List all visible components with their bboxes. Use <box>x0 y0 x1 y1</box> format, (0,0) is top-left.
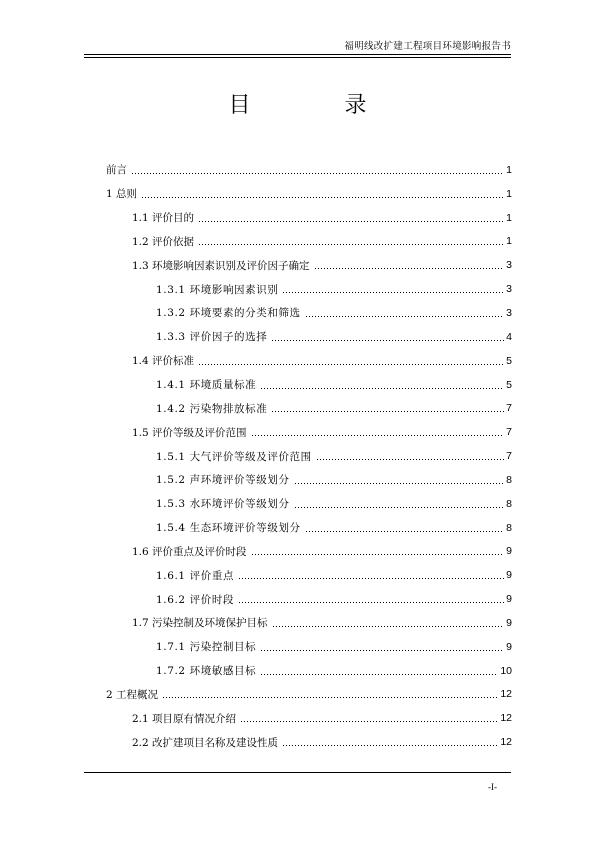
toc-dot-leader <box>198 236 504 246</box>
toc-entry[interactable] <box>106 468 512 492</box>
toc-dot-leader <box>260 666 498 676</box>
toc-dot-leader <box>271 403 504 413</box>
toc-dot-leader <box>260 380 504 390</box>
toc-entry[interactable] <box>106 373 512 397</box>
toc-dot-leader <box>316 451 504 461</box>
toc-entry-label: 1.5.2 声环境评价等级划分 <box>156 474 290 487</box>
toc-entry[interactable] <box>106 206 512 230</box>
toc-entry-page: 12 <box>500 712 512 725</box>
toc-entry-page: 5 <box>506 354 512 367</box>
toc-entry[interactable] <box>106 635 512 659</box>
toc-entry-page: 12 <box>500 736 512 749</box>
toc-dot-leader <box>131 165 504 175</box>
toc-dot-leader <box>162 689 498 699</box>
toc-entry-page: 3 <box>506 283 512 296</box>
toc-dot-leader <box>238 570 504 580</box>
toc-entry[interactable] <box>106 396 512 420</box>
toc-entry-page: 9 <box>506 545 512 558</box>
toc-entry[interactable] <box>106 516 512 540</box>
toc-dot-leader <box>294 475 505 485</box>
toc-entry-page: 10 <box>500 664 512 677</box>
toc-entry[interactable] <box>106 659 512 683</box>
table-of-contents <box>106 158 512 754</box>
toc-entry-label: 前言 <box>106 164 127 177</box>
toc-entry-label: 1.6.1 评价重点 <box>156 569 235 582</box>
toc-entry-page: 1 <box>506 163 512 176</box>
toc-entry[interactable] <box>106 325 512 349</box>
toc-entry-label: 1.4.2 污染物排放标准 <box>156 402 268 415</box>
toc-entry-label: 2.2 改扩建项目名称及建设性质 <box>132 736 279 749</box>
toc-entry-label: 1.5.1 大气评价等级及评价范围 <box>156 450 312 463</box>
toc-entry[interactable] <box>106 563 512 587</box>
toc-entry[interactable] <box>106 158 512 182</box>
toc-entry-page: 8 <box>506 497 512 510</box>
page-number: -I- <box>488 782 497 792</box>
running-header-title: 福明线改扩建工程项目环境影响报告书 <box>344 41 511 52</box>
toc-entry-label: 1.3.2 环境要素的分类和筛选 <box>156 307 301 320</box>
toc-dot-leader <box>271 332 504 342</box>
toc-entry[interactable] <box>106 587 512 611</box>
toc-entry-label: 1.1 评价目的 <box>132 212 195 225</box>
toc-entry-page: 9 <box>506 593 512 606</box>
toc-entry[interactable] <box>106 492 512 516</box>
toc-entry[interactable] <box>106 277 512 301</box>
toc-entry-page: 1 <box>506 235 512 248</box>
toc-entry[interactable] <box>106 420 512 444</box>
toc-dot-leader <box>251 546 505 556</box>
toc-entry[interactable] <box>106 444 512 468</box>
toc-dot-leader <box>240 713 498 723</box>
toc-entry-page: 5 <box>506 378 512 391</box>
toc-entry-page: 3 <box>506 259 512 272</box>
toc-entry-label: 1.7 污染控制及环境保护目标 <box>132 617 268 630</box>
toc-dot-leader <box>305 308 505 318</box>
toc-entry[interactable] <box>106 253 512 277</box>
toc-entry-page: 8 <box>506 521 512 534</box>
toc-entry-label: 1.5.3 水环境评价等级划分 <box>156 498 290 511</box>
toc-dot-leader <box>294 499 505 509</box>
toc-entry[interactable] <box>106 230 512 254</box>
footer-rule <box>84 772 511 773</box>
toc-entry[interactable] <box>106 683 512 707</box>
toc-dot-leader <box>314 260 505 270</box>
toc-entry-label: 1 总则 <box>106 188 138 201</box>
toc-entry-label: 1.4 评价标准 <box>132 355 195 368</box>
toc-entry-page: 3 <box>506 306 512 319</box>
toc-entry-label: 1.6.2 评价时段 <box>156 593 235 606</box>
toc-entry[interactable] <box>106 730 512 754</box>
toc-entry-page: 8 <box>506 473 512 486</box>
toc-entry[interactable] <box>106 349 512 373</box>
toc-dot-leader <box>305 523 505 533</box>
toc-dot-leader <box>198 356 504 366</box>
toc-dot-leader <box>272 618 505 628</box>
toc-dot-leader <box>238 594 504 604</box>
toc-dot-leader <box>282 284 504 294</box>
toc-entry[interactable] <box>106 540 512 564</box>
toc-entry[interactable] <box>106 611 512 635</box>
header-rule-thin <box>84 57 511 58</box>
toc-entry[interactable] <box>106 182 512 206</box>
toc-entry-page: 9 <box>506 569 512 582</box>
toc-entry-page: 1 <box>506 187 512 200</box>
toc-dot-leader <box>260 642 504 652</box>
toc-entry-label: 1.3.3 评价因子的选择 <box>156 331 268 344</box>
toc-entry-page: 9 <box>506 640 512 653</box>
toc-dot-leader <box>198 213 504 223</box>
toc-entry-label: 1.6 评价重点及评价时段 <box>132 545 247 558</box>
toc-entry-page: 7 <box>506 426 512 439</box>
toc-entry[interactable] <box>106 301 512 325</box>
toc-entry-page: 4 <box>506 330 512 343</box>
header-rule <box>84 54 511 55</box>
toc-entry-label: 1.7.2 环境敏感目标 <box>156 665 257 678</box>
toc-entry-page: 7 <box>506 402 512 415</box>
toc-entry-page: 1 <box>506 211 512 224</box>
toc-entry-label: 1.3.1 环境影响因素识别 <box>156 283 279 296</box>
toc-entry-label: 1.5.4 生态环境评价等级划分 <box>156 522 301 535</box>
toc-entry-page: 7 <box>506 450 512 463</box>
toc-entry-label: 2 工程概况 <box>106 688 159 701</box>
toc-dot-leader <box>251 427 505 437</box>
toc-entry-label: 1.5 评价等级及评价范围 <box>132 426 247 439</box>
toc-entry-label: 1.2 评价依据 <box>132 235 195 248</box>
toc-entry-label: 1.3 环境影响因素识别及评价因子确定 <box>132 259 310 272</box>
toc-heading: 目 录 <box>228 93 403 118</box>
toc-entry[interactable] <box>106 706 512 730</box>
toc-dot-leader <box>282 737 498 747</box>
toc-entry-page: 9 <box>506 616 512 629</box>
toc-entry-label: 2.1 项目原有情况介绍 <box>132 712 237 725</box>
toc-entry-page: 12 <box>500 688 512 701</box>
toc-entry-label: 1.7.1 污染控制目标 <box>156 641 257 654</box>
toc-entry-label: 1.4.1 环境质量标准 <box>156 379 257 392</box>
toc-dot-leader <box>141 189 504 199</box>
